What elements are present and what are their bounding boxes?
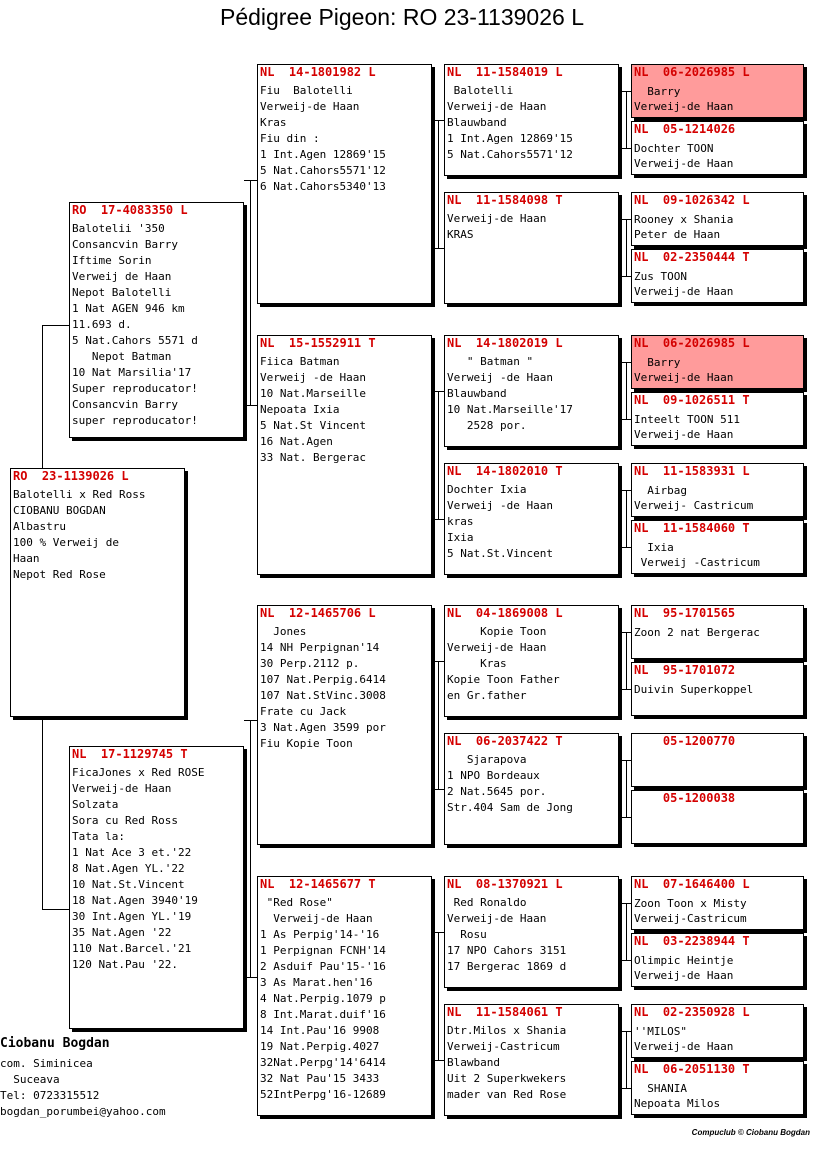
- pigeon-notes: [632, 208, 803, 242]
- connector-line: [620, 91, 631, 92]
- note-line: Haan: [13, 552, 40, 565]
- pigeon-notes: [632, 678, 803, 697]
- connector-line: [626, 903, 627, 960]
- breeder-line: Suceava: [0, 1073, 60, 1086]
- note-line: Super reproducator!: [72, 382, 198, 395]
- pigeon-notes: [445, 749, 618, 816]
- ring-number: NL 06-2026985 L: [634, 336, 750, 350]
- note-line: 1 Perpignan FCNH'14: [260, 944, 386, 957]
- pigeon-notes: [445, 80, 618, 163]
- grandparent-card: [257, 64, 432, 304]
- breeder-info: [0, 1036, 166, 1120]
- ring-number: NL 11-1584098 T: [447, 193, 563, 207]
- connector-line: [620, 960, 631, 961]
- note-line: 35 Nat.Agen '22: [72, 926, 172, 939]
- pigeon-notes: [11, 484, 184, 583]
- note-line: Verweij-de Haan: [447, 100, 547, 113]
- connector-line: [626, 362, 627, 419]
- note-line: 3 Nat.Agen 3599 por: [260, 721, 386, 734]
- ring-number: NL 14-1802010 T: [447, 464, 563, 478]
- great-grandparent-card: [444, 733, 619, 845]
- note-line: ''MILOS": [634, 1025, 687, 1038]
- pigeon-notes: [445, 892, 618, 975]
- subject-card: [10, 468, 185, 717]
- pigeon-notes: [632, 408, 803, 442]
- note-line: 10 Nat.St.Vincent: [72, 878, 185, 891]
- pigeon-notes: [632, 1077, 803, 1111]
- note-line: 10 Nat Marsilia'17: [72, 366, 192, 379]
- connector-line: [244, 977, 257, 978]
- great-grandparent-card: [444, 876, 619, 988]
- note-line: Verweij-de Haan: [634, 371, 734, 384]
- connector-line: [432, 1060, 444, 1061]
- note-line: 1 NPO Bordeaux: [447, 769, 540, 782]
- connector-line: [626, 1031, 627, 1088]
- note-line: 32 Nat Pau'15 3433: [260, 1072, 380, 1085]
- note-line: mader van Red Rose: [447, 1088, 567, 1101]
- grandparent-card: [257, 876, 432, 1116]
- note-line: Verweij- Castricum: [634, 499, 754, 512]
- page-title: Pédigree Pigeon: RO 23-1139026 L: [219, 4, 584, 30]
- note-line: Sjarapova: [447, 753, 527, 766]
- pigeon-notes: [632, 137, 803, 171]
- note-line: FicaJones x Red ROSE: [72, 766, 205, 779]
- note-line: Olimpic Heintje: [634, 954, 734, 967]
- pigeon-notes: [632, 621, 803, 640]
- ring-number: RO 23-1139026 L: [13, 469, 129, 483]
- connector-line: [626, 91, 627, 148]
- ancestor-card: [631, 790, 804, 844]
- connector-line: [438, 120, 439, 248]
- note-line: Balotelli: [447, 84, 514, 97]
- note-line: Verweij -de Haan: [447, 371, 553, 384]
- note-line: 52IntPerpg'16-12689: [260, 1088, 386, 1101]
- note-line: Jones: [260, 625, 307, 638]
- note-line: 5 Nat.St Vincent: [260, 419, 366, 432]
- connector-line: [620, 148, 631, 149]
- note-line: Iftime Sorin: [72, 254, 152, 267]
- note-line: Zoon 2 nat Bergerac: [634, 626, 760, 639]
- pigeon-notes: [445, 1020, 618, 1103]
- ancestor-card: [631, 933, 804, 987]
- note-line: Albastru: [13, 520, 66, 533]
- note-line: Consancvin Barry: [72, 238, 178, 251]
- note-line: Kopie Toon Father: [447, 673, 560, 686]
- note-line: Kras: [260, 116, 287, 129]
- ancestor-card: [631, 1061, 804, 1115]
- ring-number: NL 07-1646400 L: [634, 877, 750, 891]
- note-line: Nepoata Milos: [634, 1097, 721, 1110]
- note-line: 5 Nat.Cahors5571'12: [260, 164, 386, 177]
- note-line: 2 Asduif Pau'15-'16: [260, 960, 386, 973]
- note-line: Zoon Toon x Misty: [634, 897, 747, 910]
- breeder-name: Ciobanu Bogdan: [0, 1036, 110, 1051]
- note-line: Str.404 Sam de Jong: [447, 801, 573, 814]
- connector-line: [42, 717, 43, 910]
- pigeon-notes: [632, 749, 803, 753]
- ancestor-card: [631, 876, 804, 930]
- breeder-email: bogdan_porumbei@yahoo.com: [0, 1105, 166, 1118]
- connector-line: [620, 547, 631, 548]
- pigeon-notes: [258, 892, 431, 1103]
- note-line: Frate cu Jack: [260, 705, 347, 718]
- ancestor-card: [631, 64, 804, 118]
- note-line: Dtr.Milos x Shania: [447, 1024, 567, 1037]
- connector-line: [626, 760, 627, 817]
- ring-number: NL 12-1465706 L: [260, 606, 376, 620]
- ring-number: NL 11-1583931 L: [634, 464, 750, 478]
- note-line: Solzata: [72, 798, 119, 811]
- note-line: 10 Nat.Marseille'17: [447, 403, 573, 416]
- ring-number: NL 06-2051130 T: [634, 1062, 750, 1076]
- note-line: Rooney x Shania: [634, 213, 734, 226]
- ring-number: NL 02-2350444 T: [634, 250, 750, 264]
- note-line: 4 Nat.Perpig.1079 p: [260, 992, 386, 1005]
- pigeon-notes: [632, 892, 803, 926]
- note-line: Verweij de Haan: [72, 270, 172, 283]
- note-line: Balotelii '350: [72, 222, 165, 235]
- connector-line: [42, 325, 43, 468]
- note-line: Nepot Balotelli: [72, 286, 172, 299]
- note-line: Verweij-de Haan: [634, 969, 734, 982]
- note-line: Fiu Kopie Toon: [260, 737, 353, 750]
- ring-number: NL 11-1584061 T: [447, 1005, 563, 1019]
- ring-number: NL 02-2350928 L: [634, 1005, 750, 1019]
- note-line: Verweij-de Haan: [260, 912, 373, 925]
- note-line: 14 NH Perpignan'14: [260, 641, 380, 654]
- note-line: en Gr.father: [447, 689, 527, 702]
- note-line: 17 NPO Cahors 3151: [447, 944, 567, 957]
- note-line: 18 Nat.Agen 3940'19: [72, 894, 198, 907]
- note-line: Kopie Toon: [447, 625, 547, 638]
- note-line: 107 Nat.Perpig.6414: [260, 673, 386, 686]
- note-line: Rosu: [447, 928, 487, 941]
- note-line: Airbag: [634, 484, 687, 497]
- connector-line: [250, 720, 251, 978]
- note-line: Verweij-de Haan: [447, 641, 547, 654]
- ancestor-card: [631, 662, 804, 716]
- note-line: Verweij-de Haan: [72, 782, 172, 795]
- ring-number: NL 14-1801982 L: [260, 65, 376, 79]
- ring-number: NL 08-1370921 L: [447, 877, 563, 891]
- note-line: KRAS: [447, 228, 474, 241]
- note-line: Verweij-Castricum: [447, 1040, 560, 1053]
- note-line: Blauwband: [447, 387, 507, 400]
- ancestor-card: [631, 192, 804, 246]
- connector-line: [432, 661, 444, 662]
- note-line: Verweij-de Haan: [634, 285, 734, 298]
- connector-line: [438, 661, 439, 789]
- ancestor-card: [631, 392, 804, 446]
- pigeon-notes: [445, 208, 618, 243]
- note-line: Zus TOON: [634, 270, 687, 283]
- note-line: 5 Nat.St.Vincent: [447, 547, 553, 560]
- pigeon-notes: [632, 265, 803, 299]
- note-line: Red Ronaldo: [447, 896, 527, 909]
- note-line: "Red Rose": [260, 896, 333, 909]
- pigeon-notes: [445, 351, 618, 434]
- note-line: 3 As Marat.hen'16: [260, 976, 373, 989]
- ring-number: NL 95-1701565: [634, 606, 736, 620]
- connector-line: [626, 632, 627, 689]
- pigeon-notes: [445, 479, 618, 562]
- connector-line: [620, 419, 631, 420]
- note-line: Uit 2 Superkwekers: [447, 1072, 567, 1085]
- ring-number: NL 03-2238944 T: [634, 934, 750, 948]
- connector-line: [432, 519, 444, 520]
- note-line: 32Nat.Perpg'14'6414: [260, 1056, 386, 1069]
- note-line: 100 % Verweij de: [13, 536, 119, 549]
- connector-line: [432, 120, 444, 121]
- ring-number: NL 06-2037422 T: [447, 734, 563, 748]
- note-line: Verweij-de Haan: [634, 1040, 734, 1053]
- ring-number: NL 06-2026985 L: [634, 65, 750, 79]
- note-line: Barry: [634, 356, 681, 369]
- connector-line: [42, 325, 69, 326]
- ring-number: NL 11-1584019 L: [447, 65, 563, 79]
- pigeon-notes: [632, 479, 803, 513]
- connector-line: [620, 490, 631, 491]
- note-line: 1 Nat Ace 3 et.'22: [72, 846, 192, 859]
- connector-line: [244, 180, 257, 181]
- note-line: 107 Nat.StVinc.3008: [260, 689, 386, 702]
- connector-line: [620, 760, 631, 761]
- note-line: 17 Bergerac 1869 d: [447, 960, 567, 973]
- dam-card: [69, 746, 244, 1029]
- connector-line: [620, 1088, 631, 1089]
- connector-line: [438, 932, 439, 1060]
- connector-line: [620, 1031, 631, 1032]
- note-line: 8 Int.Marat.duif'16: [260, 1008, 386, 1021]
- note-line: Kras: [447, 657, 507, 670]
- connector-line: [432, 391, 444, 392]
- note-line: Blauwband: [447, 116, 507, 129]
- note-line: Nepot Red Rose: [13, 568, 106, 581]
- ancestor-card: [631, 463, 804, 517]
- note-line: Dochter Ixia: [447, 483, 527, 496]
- note-line: 2528 por.: [447, 419, 527, 432]
- great-grandparent-card: [444, 605, 619, 717]
- note-line: Tata la:: [72, 830, 125, 843]
- ring-number: NL 05-1214026: [634, 122, 736, 136]
- great-grandparent-card: [444, 1004, 619, 1116]
- ancestor-card: [631, 605, 804, 659]
- note-line: CIOBANU BOGDAN: [13, 504, 106, 517]
- note-line: Balotelli x Red Ross: [13, 488, 146, 501]
- connector-line: [432, 248, 444, 249]
- connector-line: [620, 219, 631, 220]
- pigeon-notes: [632, 536, 803, 570]
- note-line: 110 Nat.Barcel.'21: [72, 942, 192, 955]
- ancestor-card: [631, 249, 804, 303]
- note-line: Fiica Batman: [260, 355, 340, 368]
- ring-number: NL 12-1465677 T: [260, 877, 376, 891]
- ring-number: 05-1200770: [634, 734, 736, 748]
- note-line: Verweij -de Haan: [260, 371, 366, 384]
- note-line: 120 Nat.Pau '22.: [72, 958, 178, 971]
- pigeon-notes: [632, 949, 803, 983]
- great-grandparent-card: [444, 64, 619, 176]
- pigeon-notes: [632, 1020, 803, 1054]
- pigeon-notes: [258, 80, 431, 195]
- ring-number: 05-1200038: [634, 791, 736, 805]
- note-line: Peter de Haan: [634, 228, 721, 241]
- ring-number: NL 09-1026511 T: [634, 393, 750, 407]
- connector-line: [432, 789, 444, 790]
- note-line: Verweij-de Haan: [447, 212, 547, 225]
- pigeon-notes: [632, 806, 803, 810]
- note-line: 33 Nat. Bergerac: [260, 451, 366, 464]
- grandparent-card: [257, 605, 432, 845]
- connector-line: [620, 276, 631, 277]
- note-line: Verweij-de Haan: [260, 100, 360, 113]
- ring-number: NL 14-1802019 L: [447, 336, 563, 350]
- note-line: Nepoata Ixia: [260, 403, 340, 416]
- ancestor-card: [631, 733, 804, 787]
- note-line: Dochter TOON: [634, 142, 714, 155]
- connector-line: [620, 903, 631, 904]
- note-line: super reproducator!: [72, 414, 198, 427]
- breeder-line: com. Siminicea: [0, 1057, 93, 1070]
- connector-line: [244, 405, 257, 406]
- connector-line: [626, 490, 627, 547]
- connector-line: [42, 909, 69, 910]
- note-line: 30 Perp.2112 p.: [260, 657, 360, 670]
- ring-number: NL 17-1129745 T: [72, 747, 188, 761]
- pigeon-notes: [70, 762, 243, 973]
- note-line: 5 Nat.Cahors5571'12: [447, 148, 573, 161]
- pigeon-notes: [445, 621, 618, 704]
- note-line: Inteelt TOON 511: [634, 413, 740, 426]
- connector-line: [432, 932, 444, 933]
- note-line: Verweij-de Haan: [447, 912, 547, 925]
- great-grandparent-card: [444, 192, 619, 304]
- note-line: kras: [447, 515, 474, 528]
- connector-line: [438, 391, 439, 519]
- note-line: Verweij-Castricum: [634, 912, 747, 925]
- note-line: Verweij -Castricum: [634, 556, 760, 569]
- ancestor-card: [631, 520, 804, 574]
- ring-number: NL 09-1026342 L: [634, 193, 750, 207]
- note-line: Verweij-de Haan: [634, 157, 734, 170]
- breeder-phone: Tel: 0723315512: [0, 1089, 100, 1102]
- ring-number: RO 17-4083350 L: [72, 203, 188, 217]
- note-line: 1 Nat AGEN 946 km: [72, 302, 185, 315]
- ancestor-card: [631, 121, 804, 175]
- note-line: 16 Nat.Agen: [260, 435, 333, 448]
- note-line: 8 Nat.Agen YL.'22: [72, 862, 185, 875]
- note-line: 2 Nat.5645 por.: [447, 785, 547, 798]
- great-grandparent-card: [444, 335, 619, 447]
- note-line: Consancvin Barry: [72, 398, 178, 411]
- connector-line: [620, 689, 631, 690]
- note-line: 19 Nat.Perpig.4027: [260, 1040, 380, 1053]
- ring-number: NL 15-1552911 T: [260, 336, 376, 350]
- note-line: 1 Int.Agen 12869'15: [447, 132, 573, 145]
- sire-card: [69, 202, 244, 438]
- pigeon-notes: [632, 351, 803, 385]
- note-line: 1 Int.Agen 12869'15: [260, 148, 386, 161]
- note-line: Ixia: [447, 531, 474, 544]
- pigeon-notes: [70, 218, 243, 429]
- note-line: Verweij-de Haan: [634, 100, 734, 113]
- note-line: Verweij -de Haan: [447, 499, 553, 512]
- ring-number: NL 11-1584060 T: [634, 521, 750, 535]
- pigeon-notes: [632, 80, 803, 114]
- note-line: Duivin Superkoppel: [634, 683, 754, 696]
- note-line: Fiu din :: [260, 132, 320, 145]
- note-line: 1 As Perpig'14-'16: [260, 928, 380, 941]
- note-line: 14 Int.Pau'16 9908: [260, 1024, 380, 1037]
- ring-number: NL 95-1701072: [634, 663, 736, 677]
- note-line: SHANIA: [634, 1082, 687, 1095]
- connector-line: [620, 817, 631, 818]
- note-line: Nepot Batman: [72, 350, 172, 363]
- note-line: 5 Nat.Cahors 5571 d: [72, 334, 198, 347]
- note-line: 6 Nat.Cahors5340'13: [260, 180, 386, 193]
- note-line: Barry: [634, 85, 681, 98]
- note-line: Ixia: [634, 541, 674, 554]
- note-line: Fiu Balotelli: [260, 84, 353, 97]
- great-grandparent-card: [444, 463, 619, 575]
- grandparent-card: [257, 335, 432, 575]
- footer-credit: Compuclub © Ciobanu Bogdan: [691, 1128, 810, 1137]
- connector-line: [620, 362, 631, 363]
- ancestor-card: [631, 1004, 804, 1058]
- ancestor-card: [631, 335, 804, 389]
- note-line: Sora cu Red Ross: [72, 814, 178, 827]
- note-line: Blawband: [447, 1056, 500, 1069]
- connector-line: [250, 180, 251, 406]
- note-line: " Batman ": [447, 355, 534, 368]
- note-line: Verweij-de Haan: [634, 428, 734, 441]
- pigeon-notes: [258, 351, 431, 466]
- connector-line: [244, 720, 257, 721]
- connector-line: [620, 632, 631, 633]
- pigeon-notes: [258, 621, 431, 752]
- note-line: 30 Int.Agen YL.'19: [72, 910, 192, 923]
- note-line: 10 Nat.Marseille: [260, 387, 366, 400]
- ring-number: NL 04-1869008 L: [447, 606, 563, 620]
- connector-line: [626, 219, 627, 276]
- note-line: 11.693 d.: [72, 318, 132, 331]
